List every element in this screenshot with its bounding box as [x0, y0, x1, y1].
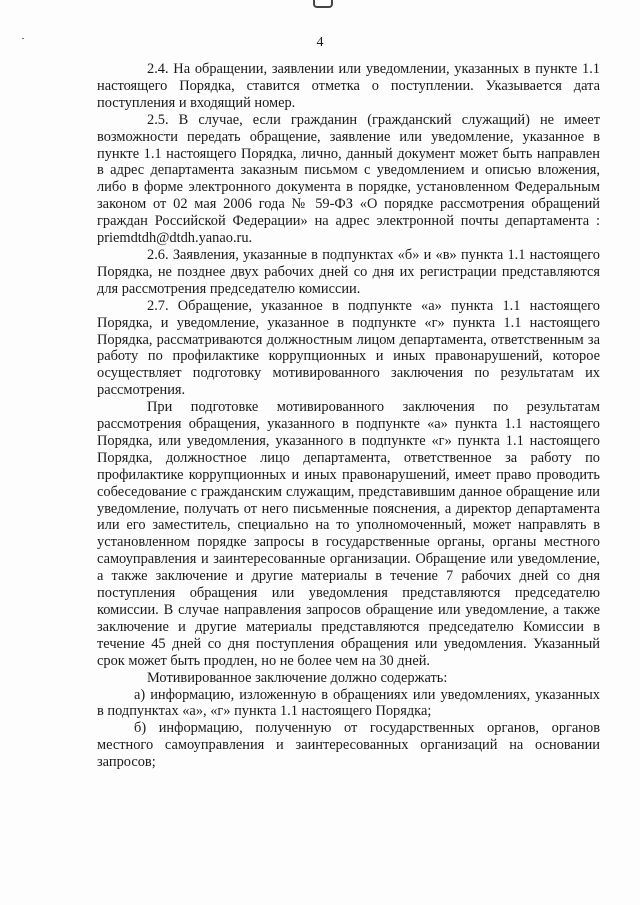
- page-number: 4: [316, 35, 324, 50]
- paragraph-2-6: 2.6. Заявления, указанные в подпунктах «б» и «в» пункта 1.1 настоящего Порядка, не позднее двух рабочих дней со дня их регистрации представляются для рассмотрения председателю комиссии.: [97, 246, 600, 297]
- paragraph-2-7: 2.7. Обращение, указанное в подпункте «а» пункта 1.1 настоящего Порядка, и уведомление, указанное в подпункте «г» пункта 1.1 настоящего Порядка, рассматриваются должностным лицом департамента, ответственным за работу по профилактике коррупционных и иных правонарушений, которое осуществляет подготовку мотивированного заключения по результатам их рассмотрения.: [97, 297, 600, 399]
- paragraph-conclusion-intro: Мотивированное заключение должно содержать:: [147, 669, 448, 686]
- document-body: [97, 61, 600, 771]
- paragraph-2-5: 2.5. В случае, если гражданин (гражданский служащий) не имеет возможности передать обращение, заявление или уведомление, указанное в пункте 1.1 настоящего Порядка, лично, данный документ может быть направлен в адрес департамента заказным письмом с уведомлением и описью вложения, либо в форме электронного документа в порядке, установленном Федеральным законом от 02 мая 2006 года № 59-ФЗ «О порядке рассмотрения обращений граждан Российской Федерации» на адрес электронной почты департамента : priemdtdh@dtdh.yanao.ru.: [97, 111, 600, 247]
- paragraph-2-4: 2.4. На обращении, заявлении или уведомлении, указанных в пункте 1.1 настоящего Порядка, ставится отметка о поступлении. Указывается дата поступления и входящий номер.: [97, 61, 600, 111]
- list-item-a: а) информацию, изложенную в обращениях или уведомлениях, указанных в подпунктах «а», «г» пункта 1.1 настоящего Порядка;: [97, 686, 600, 720]
- paragraph-preparation: При подготовке мотивированного заключения по результатам рассмотрения обращения, указанного в подпункте «а» пункта 1.1 настоящего Порядка, или уведомления, указанного в подпункте «г» пункта 1.1 настоящего Порядка, должностное лицо департамента, ответственное за работу по профилактике коррупционных и иных правонарушений, имеет право проводить собеседование с гражданским служащим, представившим данное обращение или уведомление, получать от него письменные пояснения, а директор департамента или его заместитель, специально на то уполномоченный, может направлять в установленном порядке запросы в государственные органы, органы местного самоуправления и заинтересованные организации. Обращение или уведомление, а также заключение и другие материалы в течение 7 рабочих дней со дня поступления обращения или уведомления представляются председателю комиссии. В случае направления запросов обращение или уведомление, а также заключение и другие материалы представляются председателю Комиссии в течение 45 дней со дня поступления обращения или уведомления. Указанный срок может быть продлен, но не более чем на 30 дней.: [97, 399, 600, 669]
- list-item-b: б) информацию, полученную от государственных органов, органов местного самоуправления и заинтересованных организаций на основании запросов;: [97, 720, 600, 771]
- scan-artifact-mark: [313, 0, 333, 8]
